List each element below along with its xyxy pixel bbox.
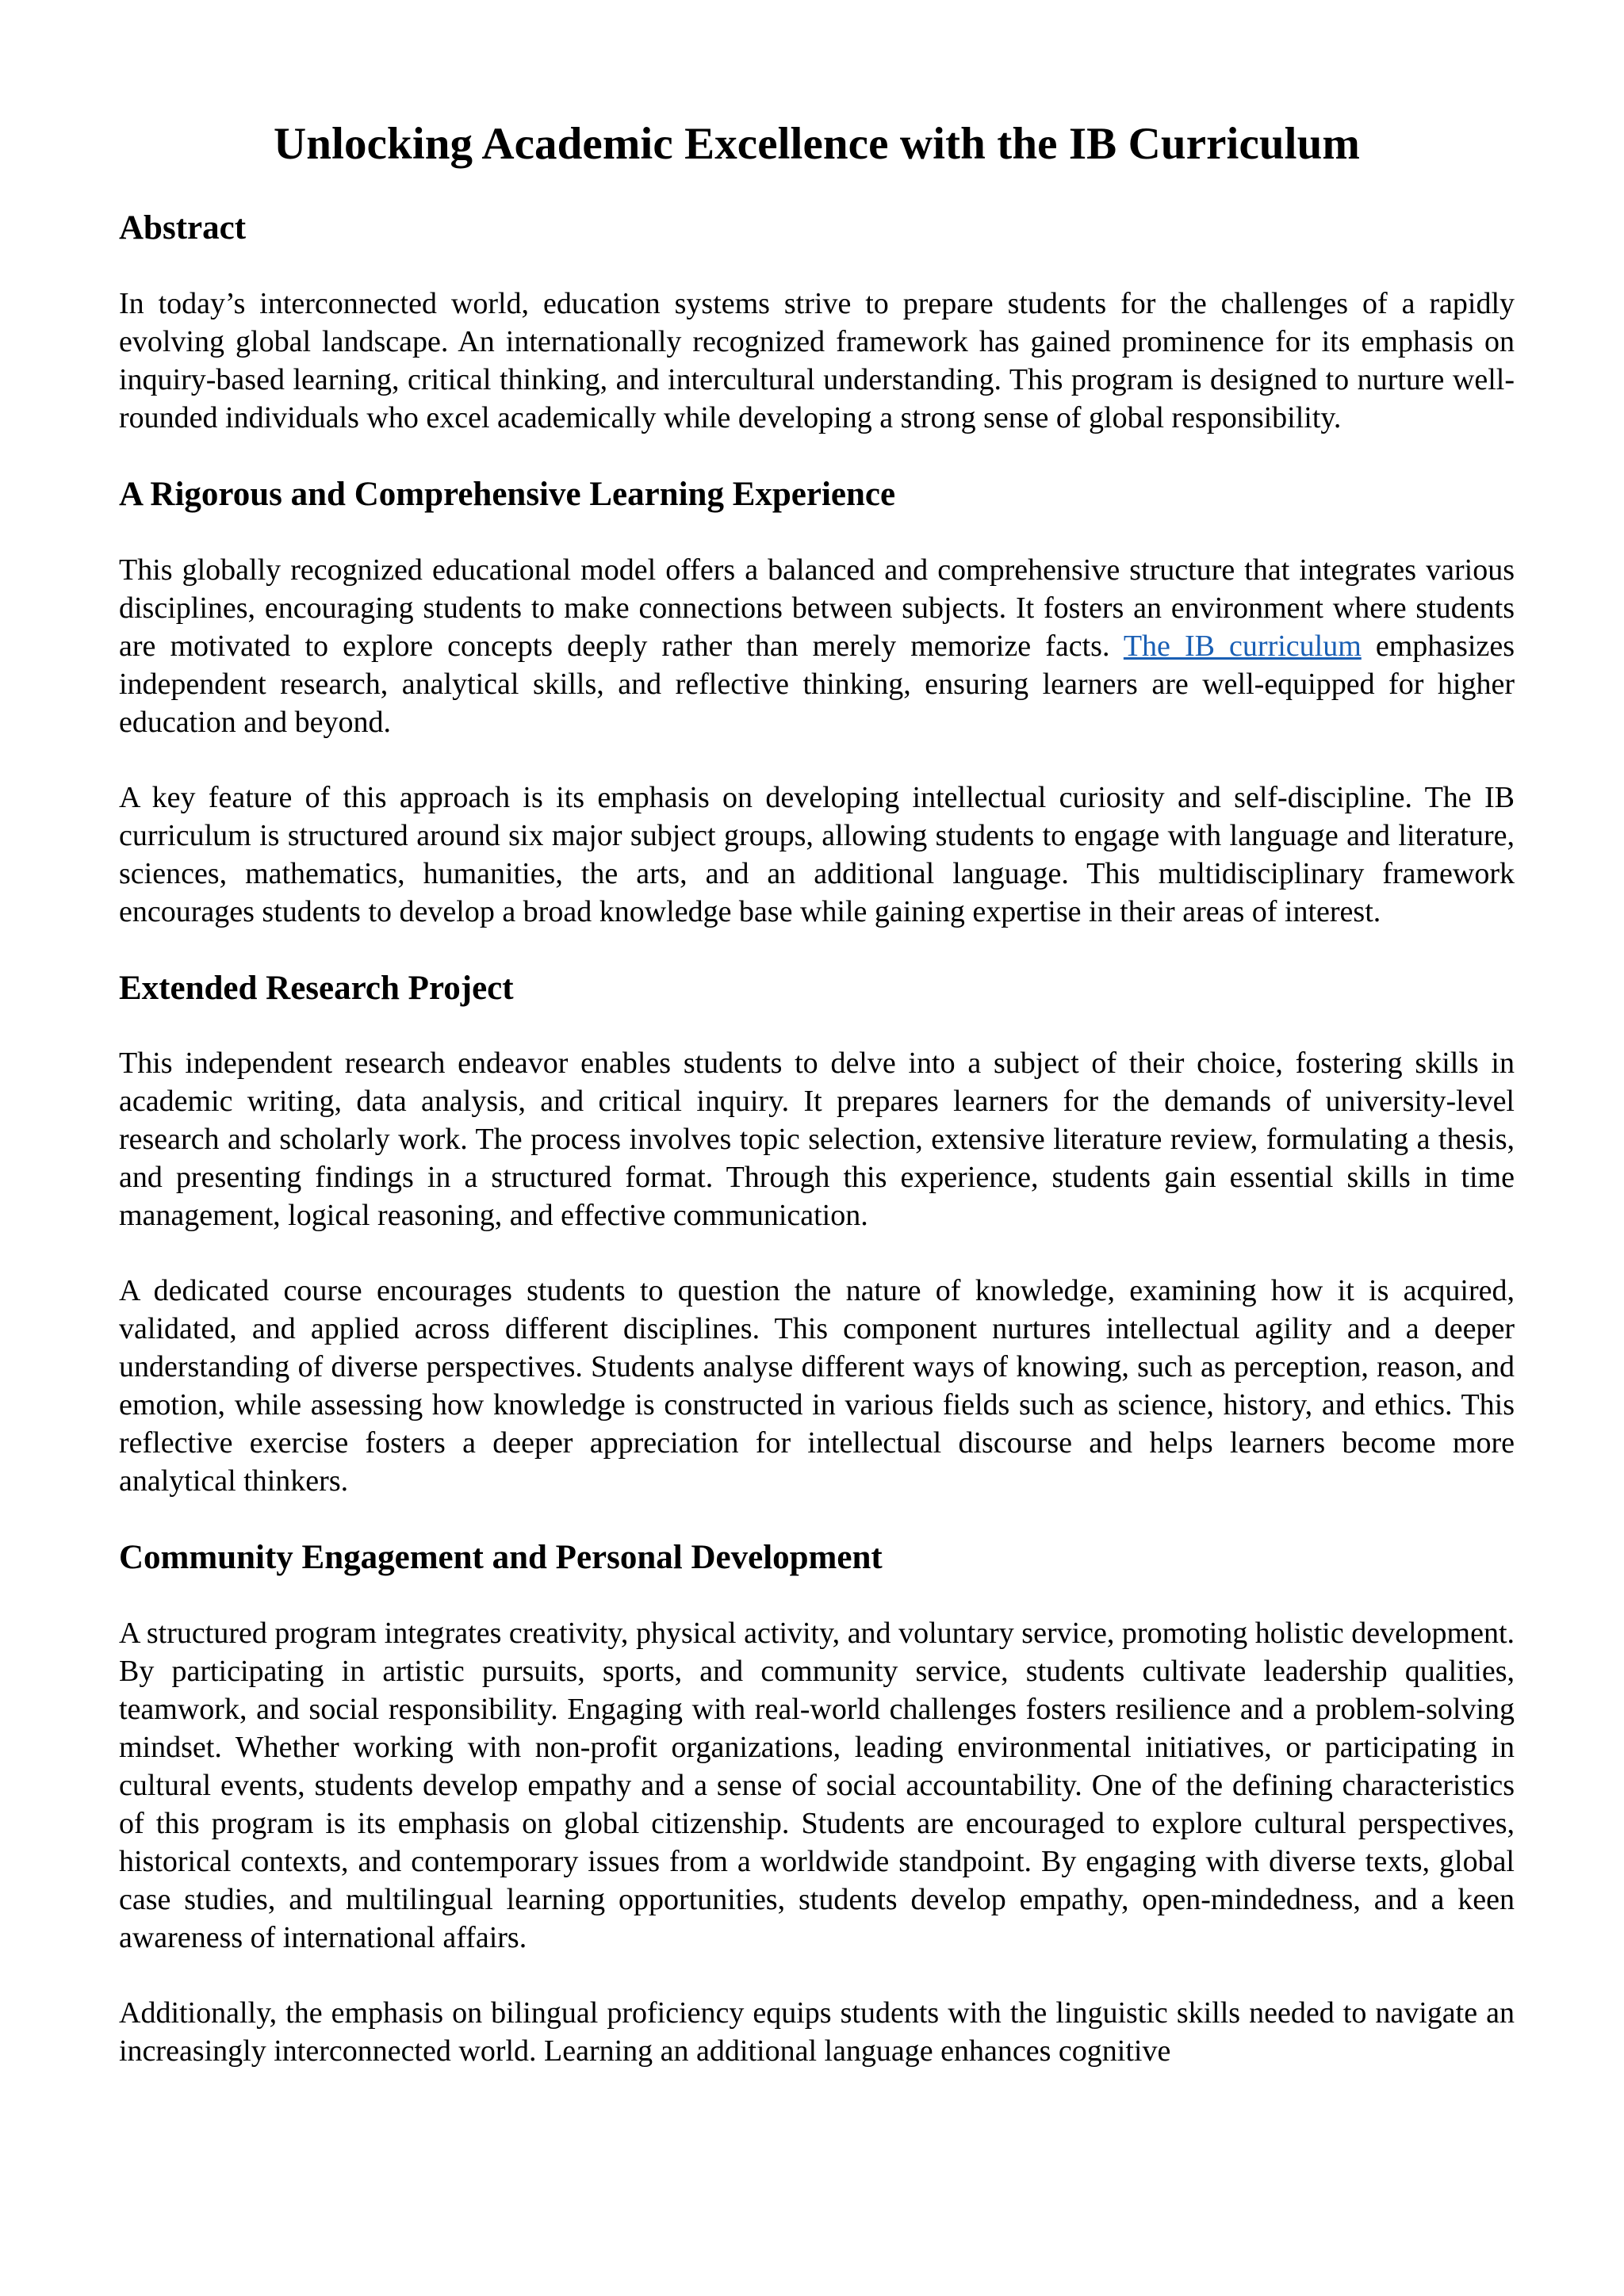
- rigorous-paragraph-2: A key feature of this approach is its emphasis on developing intellectual curiosity and self-discipline. The IB curriculum is structured around six major subject groups, allowing students to engage with language and literature, sciences, mathematics, humanities, the arts, and an additional language. This multidisciplinary framework encourages students to develop a broad knowledge base while gaining expertise in their areas of interest.: [119, 780, 1515, 928]
- rigorous-paragraph-1: [119, 551, 1515, 741]
- rigorous-heading: A Rigorous and Comprehensive Learning Experience: [119, 475, 896, 513]
- community-heading: Community Engagement and Personal Development: [119, 1539, 883, 1577]
- community-paragraph-2: Additionally, the emphasis on bilingual proficiency equips students with the linguistic skills needed to navigate an increasingly interconnected world. Learning an additional language enhances cognitive: [119, 1996, 1515, 2068]
- community-paragraph-1: A structured program integrates creativity, physical activity, and voluntary service, promoting holistic development. By participating in artistic pursuits, sports, and community service, students cultivate leadership qualities, teamwork, and social responsibility. Engaging with real-world challenges fosters resilience and a problem-solving mindset. Whether working with non-profit organizations, leading environmental initiatives, or participating in cultural events, students develop empathy and a sense of social accountability. One of the defining characteristics of this program is its emphasis on global citizenship. Students are encouraged to explore cultural perspectives, historical contexts, and contemporary issues from a worldwide standpoint. By engaging with diverse texts, global case studies, and multilingual learning opportunities, students develop empathy, open-mindedness, and a keen awareness of international affairs.: [119, 1616, 1515, 1954]
- rigorous-text-after-link: emphasizes independent research, analytical skills, and reflective thinking, ensuring learners are well-equipped for higher education and beyond.: [119, 629, 1515, 739]
- document-title: Unlocking Academic Excellence with the IB Curriculum: [274, 119, 1360, 169]
- research-paragraph-2: A dedicated course encourages students to question the nature of knowledge, examining how it is acquired, validated, and applied across different disciplines. This component nurtures intellectual agility and a deeper understanding of diverse perspectives. Students analyse different ways of knowing, such as perception, reason, and emotion, while assessing how knowledge is constructed in various fields such as science, history, and ethics. This reflective exercise fosters a deeper appreciation for intellectual discourse and helps learners become more analytical thinkers.: [119, 1274, 1515, 1498]
- document-page: [119, 117, 1515, 2070]
- abstract-heading: Abstract: [119, 209, 247, 247]
- research-paragraph-1: This independent research endeavor enables students to delve into a subject of their choice, fostering skills in academic writing, data analysis, and critical inquiry. It prepares learners for the demands of university-level research and scholarly work. The process involves topic selection, extensive literature review, formulating a thesis, and presenting findings in a structured format. Through this experience, students gain essential skills in time management, logical reasoning, and effective communication.: [119, 1047, 1515, 1233]
- ib-curriculum-link[interactable]: The IB curriculum: [1123, 629, 1362, 663]
- rigorous-text-before-link: This globally recognized educational model offers a balanced and comprehensive structure that integrates various disciplines, encouraging students to make connections between subjects. It fosters an environment where students are motivated to explore concepts deeply rather than merely memorize facts.: [119, 553, 1515, 663]
- research-heading: Extended Research Project: [119, 969, 514, 1007]
- abstract-paragraph: In today’s interconnected world, education systems strive to prepare students for the challenges of a rapidly evolving global landscape. An internationally recognized framework has gained prominence for its emphasis on inquiry-based learning, critical thinking, and intercultural understanding. This program is designed to nurture well-rounded individuals who excel academically while developing a strong sense of global responsibility.: [119, 286, 1515, 434]
